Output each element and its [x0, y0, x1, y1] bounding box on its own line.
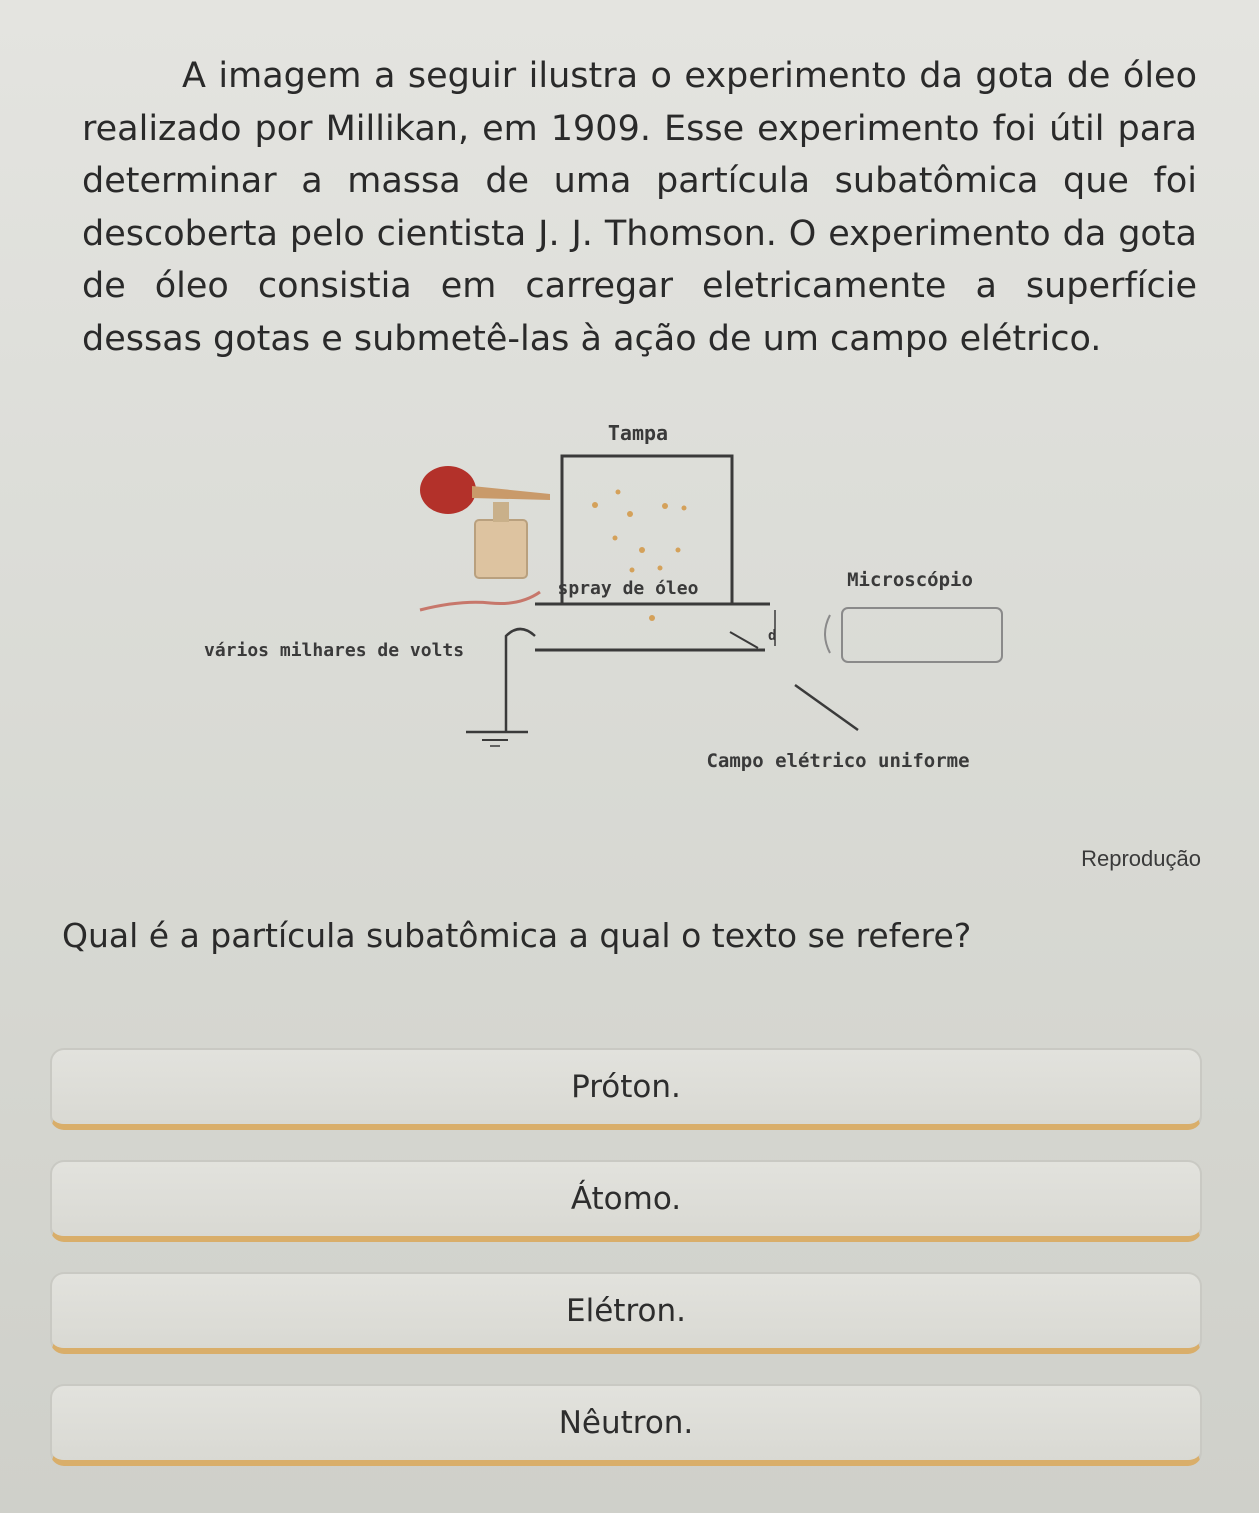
atomizer-bulb — [420, 466, 476, 514]
option-eletron[interactable] — [50, 1272, 1202, 1354]
microscope-tube — [842, 608, 1002, 662]
label-spray: spray de óleo — [557, 578, 699, 599]
atomizer-bottle — [475, 520, 527, 578]
option-label: Nêutron. — [558, 1405, 694, 1441]
option-label: Átomo. — [570, 1181, 682, 1217]
voltage-wire — [506, 629, 535, 732]
label-volts: vários milhares de volts — [204, 640, 465, 661]
option-label: Elétron. — [566, 1293, 686, 1329]
label-campo: Campo elétrico uniforme — [706, 750, 970, 772]
air-tube — [420, 592, 540, 610]
option-neutron[interactable] — [50, 1384, 1202, 1466]
image-credit: Reprodução — [1081, 846, 1201, 871]
option-atomo[interactable] — [50, 1160, 1202, 1242]
question-prompt: Qual é a partícula subatômica a qual o texto se refere? — [62, 916, 972, 955]
atomizer-neck — [493, 502, 509, 522]
light-arrow — [730, 632, 758, 648]
question-text — [82, 50, 1197, 365]
label-microscopio: Microscópio — [847, 569, 973, 591]
question-body: A imagem a seguir ilustra o experimento da gota de óleo realizado por Millikan, em 1909. Esse experimento foi útil para determinar a massa de uma partícula subatômica que foi descoberta pelo cientista J. J. Thomson. O experimento da gota de óleo consistia em carregar eletricamente a superfície dessas gotas e submetê-las à ação de um campo elétrico. — [82, 56, 1197, 359]
option-label: Próton. — [571, 1069, 681, 1105]
atomizer-nozzle — [472, 486, 550, 500]
experiment-diagram — [190, 410, 1010, 790]
microscope-lens — [825, 615, 830, 653]
oil-droplets — [592, 490, 687, 622]
millikan-experiment-figure — [190, 410, 1010, 790]
field-pointer — [795, 685, 858, 730]
label-tampa: Tampa — [607, 421, 669, 445]
option-proton[interactable] — [50, 1048, 1202, 1130]
answer-options — [50, 1048, 1202, 1496]
label-d: d — [768, 628, 777, 644]
